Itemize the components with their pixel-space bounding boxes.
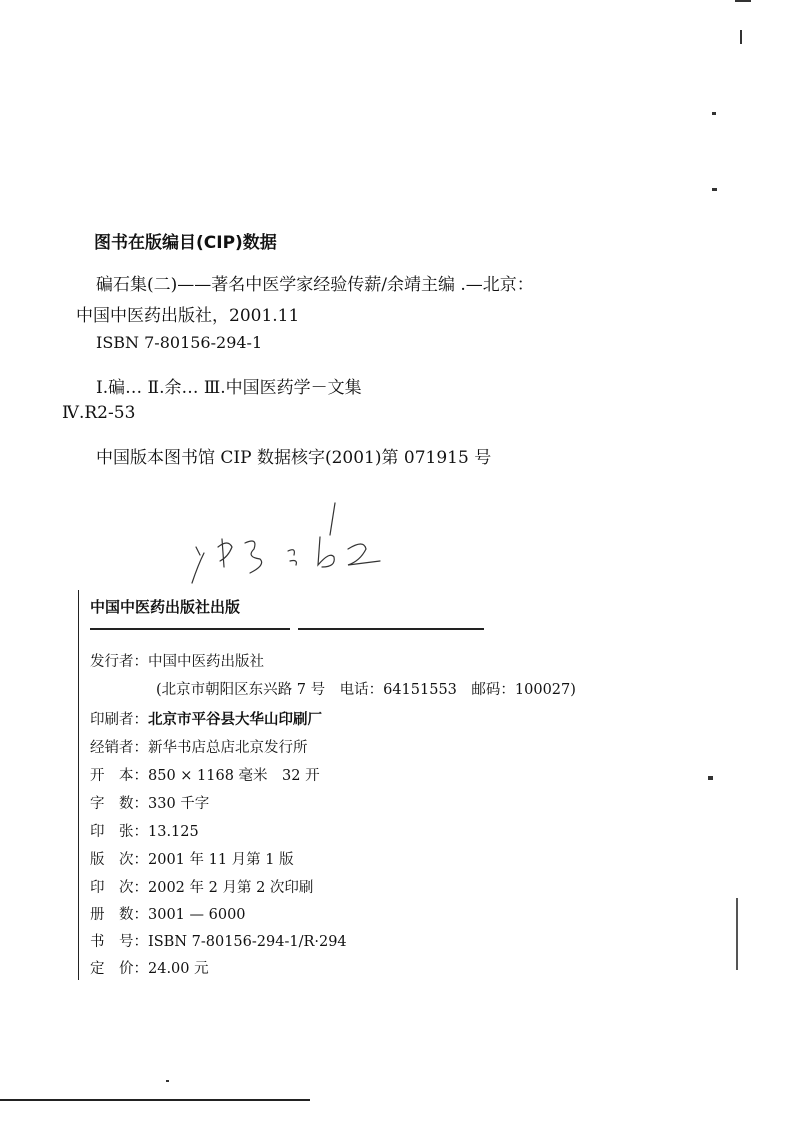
scan-mark <box>740 30 742 44</box>
printer-value: 北京市平谷县大华山印刷厂 <box>148 712 322 728</box>
format-row <box>90 764 320 785</box>
scan-mark <box>712 112 716 115</box>
copies-value: 3001 — 6000 <box>148 907 246 923</box>
edition-row <box>90 848 294 869</box>
scan-mark <box>708 776 713 780</box>
issuer-row <box>90 650 264 671</box>
book-number-row <box>90 930 347 951</box>
price-row <box>90 957 209 978</box>
sheets-label: 印 张： <box>90 824 148 840</box>
cip-isbn: ISBN 7-80156-294-1 <box>96 333 263 352</box>
scan-mark <box>712 188 717 191</box>
scan-mark <box>166 1080 169 1082</box>
printing-value: 2002 年 2 月第 2 次印刷 <box>148 880 314 896</box>
copies-row <box>90 903 246 924</box>
seller-row <box>90 736 308 757</box>
divider <box>90 628 290 630</box>
scan-mark <box>736 898 738 970</box>
cip-heading: 图书在版编目(CIP)数据 <box>94 233 277 253</box>
printing-label: 印 次： <box>90 880 148 896</box>
publisher-title: 中国中医药出版社出版 <box>90 598 241 616</box>
word-count-value: 330 千字 <box>148 796 210 812</box>
edition-label: 版 次： <box>90 852 148 868</box>
sheets-row <box>90 820 199 841</box>
address-row: (北京市朝阳区东兴路 7 号 电话：64151553 邮码：100027) <box>156 682 576 698</box>
book-number-label: 书 号： <box>90 934 148 950</box>
scan-mark <box>735 0 751 2</box>
printer-label: 印刷者： <box>90 712 148 728</box>
issuer-label: 发行者： <box>90 654 148 670</box>
cip-record-number: 中国版本图书馆 CIP 数据核字(2001)第 071915 号 <box>96 448 492 468</box>
seller-value: 新华书店总店北京发行所 <box>148 740 308 756</box>
book-number-value: ISBN 7-80156-294-1/R·294 <box>148 934 347 950</box>
cip-title-line: 碥石集(二)——著名中医学家经验传薪/余靖主编 .—北京： <box>96 275 534 295</box>
printer-row <box>90 708 322 729</box>
issuer-value: 中国中医药出版社 <box>148 654 264 670</box>
word-count-label: 字 数： <box>90 796 148 812</box>
edition-value: 2001 年 11 月第 1 版 <box>148 852 294 868</box>
seller-label: 经销者： <box>90 740 148 756</box>
price-label: 定 价： <box>90 961 148 977</box>
price-value: 24.00 元 <box>148 961 209 977</box>
format-value: 850 × 1168 毫米 32 开 <box>148 768 320 784</box>
cip-classification: Ⅰ.碥… Ⅱ.余… Ⅲ.中国医药学－文集 <box>96 378 362 398</box>
sheets-value: 13.125 <box>148 824 199 840</box>
handwritten-note <box>170 495 400 585</box>
format-label: 开 本： <box>90 768 148 784</box>
cip-publisher-line: 中国中医药出版社，2001.11 <box>76 306 300 326</box>
divider <box>298 628 484 630</box>
word-count-row <box>90 792 209 813</box>
bottom-rule <box>0 1099 310 1101</box>
cip-classification-4: Ⅳ.R2-53 <box>62 403 136 423</box>
printing-row <box>90 876 313 897</box>
copies-label: 册 数： <box>90 907 148 923</box>
